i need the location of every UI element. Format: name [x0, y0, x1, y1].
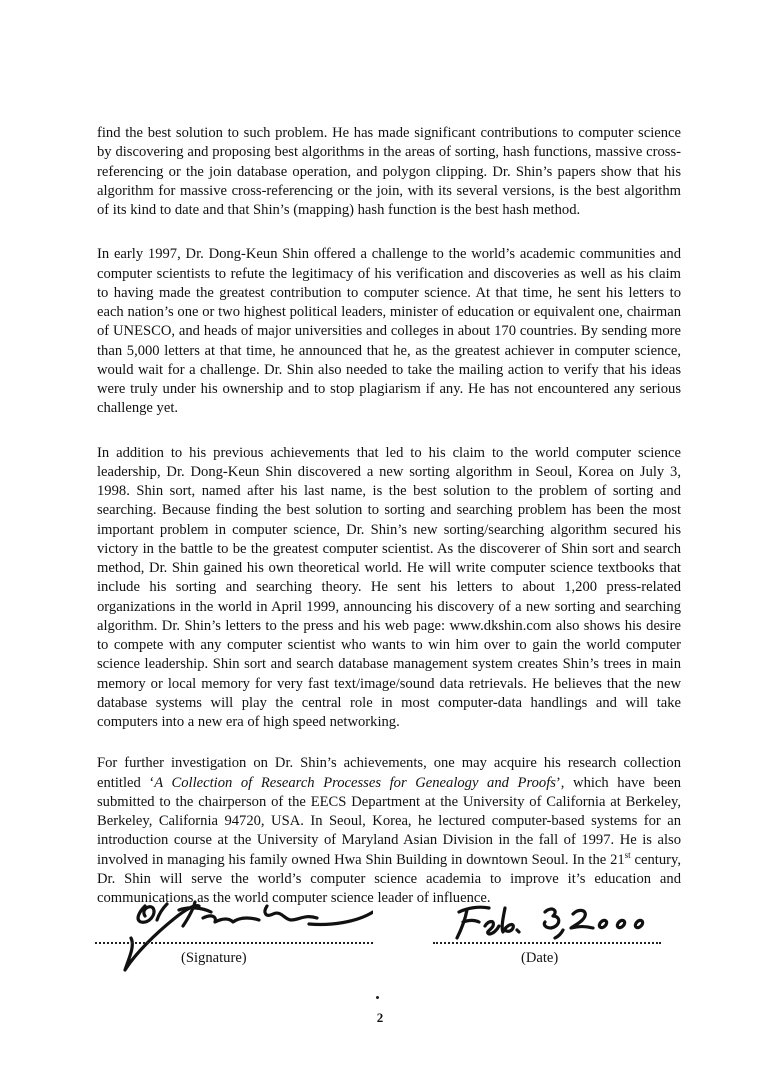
paragraph-3: In addition to his previous achievements that led to his claim to the world computer science leadership, Dr. Dong-Keun Shin discovered a new sorting algorithm in Seoul, Korea on July 3, 1998. Shin sort, named after his last name, is the best solution to the problem of sorting and searching. Because finding the best solution to sorting and searching problem has been the most important problem in computer science, Dr. Shin’s new sorting/searching algorithm secured his victory in the battle to be the greatest computer scientist. As the discoverer of Shin sort and search method, Dr. Shin gained his own theoretical world. He will write computer science textbooks that include his sorting and searching theory. He sent his letters to about 1,200 press-related organizations in the world in April 1999, announcing his discovery of a new sorting and searching algorithm. Dr. Shin’s letters to the press and his web page: www.dkshin.com also shows his desire to compete with any computer scientist who wants to win him over to gain the world computer science leadership. Shin sort and search database management system creates Shin’s trees in main memory or local memory for very fast text/image/sound data retrievals. He believes that the new database systems will play the central role in most computer-data handlings and will take computers into a new era of high speed networking. [97, 444, 681, 730]
paragraph-1: find the best solution to such problem. He has made significant contributions to computer science by discovering and proposing best algorithms in the areas of sorting, hash functions, massive cross-referencing or the join database operation, and polygon clipping. Dr. Shin’s papers show that his algorithm for massive cross-referencing or the join, with its several versions, is the best algorithm of its kind to date and that Shin’s (mapping) hash function is the best hash method. [97, 125, 681, 218]
page-number: 2 [376, 1010, 384, 1025]
date-caption: (Date) [521, 950, 559, 966]
signature-block [95, 896, 373, 976]
scan-speck [376, 996, 379, 999]
ordinal-superscript: st [624, 849, 631, 860]
signature-line [95, 942, 373, 944]
paragraph-4-part1: For further investigation on Dr. Shin’s achievements, one may acquire his research collection entitled ‘ [97, 755, 681, 791]
collection-title: A Collection of Research Processes for Genealogy and Proofs [154, 774, 556, 791]
paragraph-4-part2: ’, which have been submitted to the chairperson of the EECS Department at the University of California at Berkeley, Berkeley, California 94720, USA. In Seoul, Korea, he lectured computer-based systems for an introduction course at the University of Maryland Asian Division in the fall of 1997. He is also involved in managing his family owned Hwa Shin Building in downtown Seoul. In the 21 [97, 774, 682, 868]
paragraph-4-part3: century, Dr. Shin will serve the world’s computer science academia to improve it’s education and communications as the world computer science leader of influence. [97, 851, 681, 906]
paragraph-2: In early 1997, Dr. Dong-Keun Shin offered a challenge to the world’s academic communities and computer scientists to refute the legitimacy of his verification and discoveries as well as his claim to having made the greatest contribution to computer science. At that time, he sent his letters to each nation’s one or two highest political leaders, minister of education or equivalent one, chairman of UNESCO, and heads of major universities and colleges in about 170 countries. By sending more than 5,000 letters at that time, he announced that he, as the greatest achiever in computer science, would wait for a challenge. Dr. Shin also needed to take the mailing action to verify that his ideas were truly under his ownership and to stop plagiarism if any. He has not encountered any serious challenge yet. [97, 246, 681, 417]
date-block [433, 896, 661, 976]
signature-caption: (Signature) [181, 950, 247, 966]
paragraph-4 [97, 754, 681, 908]
date-line [433, 942, 661, 944]
body-text [97, 124, 681, 933]
